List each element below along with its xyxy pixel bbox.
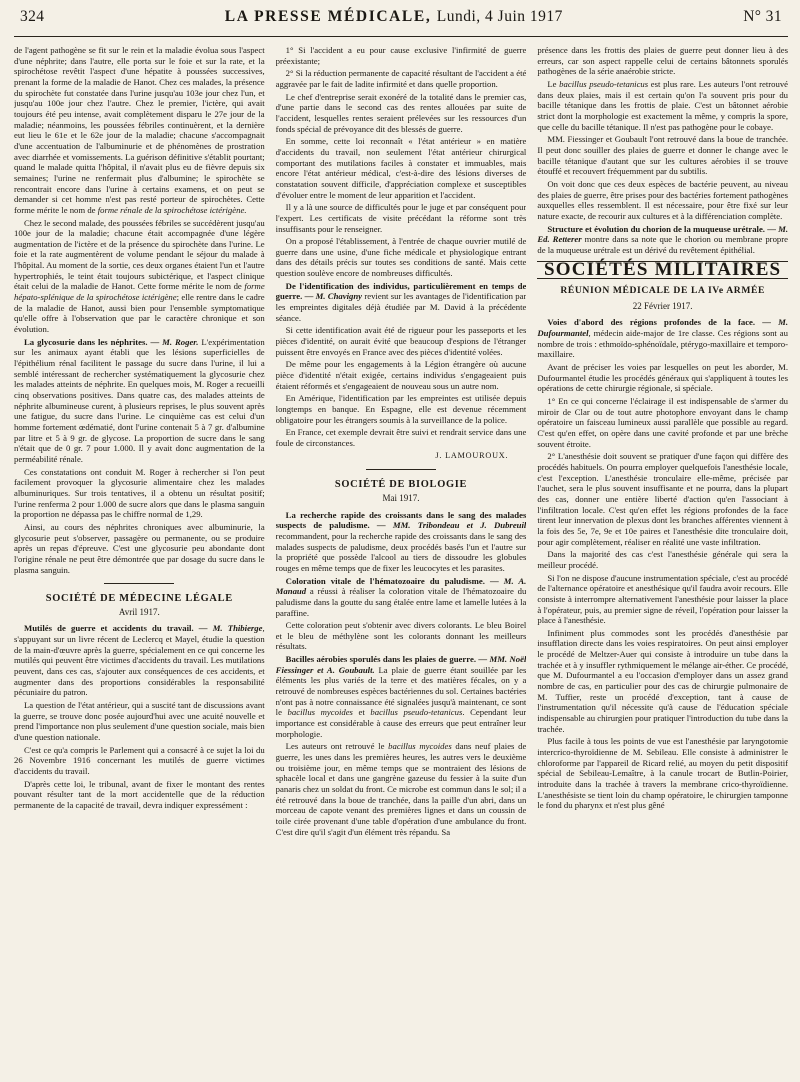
paragraph: Dans la majorité des cas c'est l'anesthésie générale qui sera la meilleur procédé.: [537, 549, 789, 570]
paragraph: Si cette identification avait été de rigueur pour les passeports et les pièces d'identité, on aurait évité que beaucoup d'espions de l'étranger puissent être envoyés en France avec des pièces d'identité volées.: [275, 325, 527, 357]
article-bacilles: Bacilles aérobies sporulés dans les plaies de guerre. — MM. Noël Fiessinger et A. Goubault. La plaie de guerre étant souillée par les éléments les plus variés de la terre et des matières fécales, on y a retrouvé de nombreuses espèces bactériennes du sol. Certaines bactéries n'ont pas à notre connaissance été signalées jusqu'à maintenant, ce sont le bacillus mycoides et bacillus pseudo-tetanicus. Cependant leur importance est considérable à cause des erreurs que peut entraîner leur morphologie.: [275, 654, 527, 739]
paragraph: On a proposé l'établissement, à l'entrée de chaque ouvrier mutilé de guerre dans une usine, d'une fiche médicale et physiologique entrant dans des détails précis sur toutes ses conditions de santé. Mais cette question soulève encore de nombreuses difficultés.: [275, 236, 527, 279]
section-date: Avril 1917.: [118, 606, 160, 617]
page-header: [14, 8, 788, 37]
paragraph: Plus facile à tous les points de vue est l'anesthésie par laryngotomie intercrico-thyroïdienne de M. Sebileau. Elle consiste à administrer le chloroforme par l'appareil de Ricard relié, au moyen du petit dispositif spécial de Sebileau-Lemaître, à la canule trocart de Butlin-Poirier, introduite dans la trachée à travers la membrane crico-thyroïdienne. L'anesthésiste se tient loin du champ opératoire, le chirurgien tamponne le fond du pharynx et n'est plus gêné: [537, 736, 789, 811]
paragraph: Ces constatations ont conduit M. Roger à rechercher si l'on peut facilement provoquer la glycosurie alimentaire chez les malades albuminuriques. Sur trois tentatives, il a obtenu un résultat positif; l'urine renferma 2 pour 1.000 de sucre alors que dans le plasma sanguin la proportion ne dépassa pas le chiffre normal de 1,29.: [14, 466, 265, 520]
article-croissants: La recherche rapide des croissants dans le sang des malades suspects de paludisme. — MM. Tribondeau et J. Dubreuil recommandent, pour la recherche rapide des croissants dans le sang des malades suspects de paludisme, deux procédés basés l'un et l'autre sur la propriété que possède l'alcool au tiers de dissoudre les globules rouges en même temps que de fixer les leucocytes et les parasites.: [275, 509, 527, 573]
issue-date: Lundi, 4 Juin 1917: [436, 8, 563, 25]
section-title-medecine-legale: SOCIÉTÉ DE MÉDECINE LÉGALE: [45, 593, 233, 605]
paragraph: Le bacillus pseudo-tetanicus est plus rare. Les auteurs l'ont retrouvé dans deux plaies, mais il est certain qu'on l'a souvent pris pour du bacille tétanique dans les frottis de plaie. C'est un bâtonnet aérobie strict dont la morphologie est exactement la même, y compris la spore, que celle du bacille tétanique. Il n'est pas pathogène pour le cobaye.: [537, 78, 789, 132]
paragraph: 1° Si l'accident a eu pour cause exclusive l'infirmité de guerre préexistante;: [275, 45, 527, 66]
column-2: [276, 45, 527, 1081]
paragraph: Les auteurs ont retrouvé le bacillus mycoides dans neuf plaies de guerre, les unes dans les premières heures, les autres vers le deuxième ou troisième jour, en même temps que se montraient des lésions de sphacèle local et dans une gangrène gazeuse du fessier à la suite d'un panaris chez un soldat du front. Ce microbe est commun dans le sol; il a été retrouvé dans la boue de tranchée, dans la paille d'un abri, dans un morceau de capote venant des premières lignes et dans un coussin de toile cirée provenant d'une table d'opération d'une ambulance du front. C'est dire qu'il s'agit d'un élément très répandu. Sa: [275, 741, 527, 837]
author-signature: J. LAMOUROUX.: [435, 450, 509, 460]
paragraph: Chez le second malade, des poussées fébriles se succédèrent jusqu'au 100e jour de la maladie; chacune était accompagnée d'une légère augmentation de l'ictère et de la présence du spirochète dans l'urine. Le foie et la rate augmentèrent de volume pendant le séjour du malade à l'hôpital. Au moment de la sortie, ces deux organes étaient l'un et l'autre hypertrophiés, le teint était toujours subictérique, et l'aspect clinique était celui de la maladie de Hanot. Cette forme mérite le nom de forme hépato-splénique de la spirochétose ictérigène; elle rentre dans le cadre de la maladie de Hanot, aussi bien pour l'ensemble symptomatique qu'elle offre à l'observation que par le caractère chronique et son évolution.: [14, 217, 265, 335]
column-1: [14, 45, 265, 1081]
paragraph: MM. Fiessinger et Goubault l'ont retrouvé dans la boue de tranchée. Il peut donc souiller des plaies de guerre et donner le change avec le bacille tétanique d'autant que sur les cultures aérobies il se trouve étouffé et recouvert fréquemment par du subtilis.: [537, 134, 789, 177]
paragraph: de l'agent pathogène se fit sur le rein et la maladie évolua sous l'aspect d'une néphrite; dans l'autre, elle porta sur le foie et sur la rate, et la spirochétose revêtit l'aspect d'une hépatite à poussées successives, prenant la forme de la maladie de Hanot. Chez ces malades, la présence du spirochète fut constatée dans l'urine jusqu'au 103e jour chez l'un, et jusqu'au 100e jour chez l'autre. Chez le premier, l'ictère, qui avait toujours été peu intense, avait complètement disparu le 27e jour de la maladie; néanmoins, les poussées fébriles continuèrent, et la dernière eut lieu le 61e et le 62e jour de la maladie; chacune s'accompagnait d'une accentuation de l'albuminurie et de phénomènes de prostration avec diarrhée et vomissements. La guérison définitive s'établit pourtant; quand le malade quitta l'hôpital, il n'avait plus eu de fièvre depuis six semaines; l'urine ne renfermait plus d'albumine; le spirochète se rencontrait encore dans l'urine à certains examens, et on peut se demander si cet homme n'est pas resté porteur de spirochètes. Cette forme mérite le nom de forme rénale de la spirochétose ictérigène.: [14, 45, 265, 215]
paragraph: Cette coloration peut s'obtenir avec divers colorants. Le bleu Boirel et le bleu de méthylène sont les colorants donnant les meilleurs résultats.: [275, 620, 527, 652]
article-mutiles: Mutilés de guerre et accidents du travail. — M. Thibierge, s'appuyant sur un livre récent de Leclercq et Mayel, étudie la question de la main-d'œuvre après la guerre, spécialement en ce qui concerne les mutilés qui peuvent être victimes d'accidents du travail. Les mutilations peuvent, dans ces cas, s'ajouter aux conséquences de ces accidents, et augmenter dans des proportions considérables la responsabilité pécuniaire du patron.: [14, 623, 265, 698]
paragraph: Infiniment plus commodes sont les procédés d'anesthésie par insufflation directe dans les voies respiratoires. On peut ainsi employer le procédé de Meltzer-Auer qui consiste à introduire un tube dans la trachée et à y insuffler rythmiquement le mélange air-éther. Ce procédé, que M. Dufourmantel a eu l'occasion d'employer dans un assez grand nombre de cas, en particulier pour des cas de chirurgie pulmonaire de M. Tuffier, reste un procédé d'exception, tant à cause de l'instrumentation qu'il nécessite qu'à cause de l'éducation spéciale indispensable au chirurgien pour pratiquer l'introduction du tube dans la trachée.: [537, 627, 789, 734]
divider: [104, 583, 174, 584]
section-date: Mai 1917.: [382, 492, 420, 503]
paragraph: On voit donc que ces deux espèces de bactérie peuvent, au niveau des plaies de guerre, être prises pour des bactéries fortement pathogènes auxquelles elles ressemblent. Il est nécessaire, pour être fixé sur leur nature exacte, de recourir aux cultures et à la différenciation complète.: [537, 178, 789, 221]
article-glycosurie: La glycosurie dans les néphrites. — M. Roger. L'expérimentation sur les animaux ayant établi que les lésions superficielles de l'épithélium rénal facilitent le passage du sucre dans l'urine, il lui a semblé intéressant de rechercher systématiquement la glycosurie chez les malades atteints de néphrite. En quelques mois, M. Roger a recueilli cinq observations positives. Dans quatre cas, des malades atteints de néphrite albumineuse curent, à plusieurs reprises, le plus souvent après une fatigue, du sucre dans l'urine. Le cinquième cas est celui d'un homme fortement œdématié, dont l'urine contenait 5 à 7 gr. d'albumine par litre et 5 à 9 gr. de glycose. La proportion de sucre dans le sang n'était que de 0 gr. 7 pour 1.000. Il y avait donc augmentation de la perméabilité rénale.: [14, 336, 265, 464]
journal-title: LA PRESSE MÉDICALE,: [224, 8, 432, 25]
section-date: 22 Février 1917.: [632, 300, 693, 311]
paragraph: 2° Si la réduction permanente de capacité résultant de l'accident a été aggravée par le fait de ladite infirmité et dans quelle proportion.: [275, 68, 527, 89]
paragraph: La question de l'état antérieur, qui a suscité tant de discussions avant la guerre, se trouve donc posée aujourd'hui avec une acuité nouvelle et prend l'importance non plus seulement d'une question sociale, mais bien d'une question nationale.: [14, 700, 265, 743]
paragraph: De même pour les engagements à la Légion étrangère où aucune pièce d'identité n'était exigée, certains individus s'engageaient puis étaient réformés et s'engageaient de nouveau sous un autre nom.: [275, 359, 527, 391]
page-number: 324: [20, 8, 45, 25]
paragraph: Il y a là une source de difficultés pour le juge et par conséquent pour l'expert. Les certificats de visite précédant la réforme sont très insuffisants pour le renseigner.: [275, 202, 527, 234]
article-coloration: Coloration vitale de l'hématozoaire du paludisme. — M. A. Manaud a réussi à réaliser la coloration vitale de l'hématozoaire du paludisme dans la goutte du sang étalée entre lame et lamelle lutées à la paraffine.: [275, 575, 527, 618]
paragraph: présence dans les frottis des plaies de guerre peut donner lieu à des erreurs, car son aspect rappelle celui de certains bâtonnets sporulés pathogènes de la série anaérobie stricte.: [537, 45, 789, 77]
paragraph: En Amérique, l'identification par les empreintes est utilisée depuis longtemps en banque. En Espagne, elle est devenue récemment obligatoire pour les étrangers soumis à la surveillance de la police.: [275, 393, 527, 425]
divider: [366, 469, 436, 470]
paragraph: En somme, cette loi reconnaît « l'état antérieur » en matière d'accidents du travail, non seulement l'état antérieur chirurgical comportant des mutilations faciles à constater et immuables, mais encore l'état antérieur médical, c'est-à-dire des lésions diverses de constatation souvent difficile, d'appréciation complexe et susceptibles d'évoluer entre le moment de leur apparition et l'accident.: [275, 136, 527, 200]
paragraph: En France, cet exemple devrait être suivi et rendrait service dans une foule de circonstances.: [275, 427, 527, 448]
section-title-societes-militaires: SOCIÉTÉS MILITAIRES: [537, 261, 788, 279]
columns: [14, 45, 788, 1081]
issue-number: N° 31: [743, 8, 782, 25]
paragraph: D'après cette loi, le tribunal, avant de fixer le montant des rentes pouvant résulter tant de la mort accidentelle que de la réduction permanente de la capacité de travail, devra indiquer expressément :: [14, 778, 265, 810]
article-identification: De l'identification des individus, particulièrement en temps de guerre. — M. Chavigny revient sur les avantages de l'identification par les empreintes digitales déjà étudiée par M. David à la précédente séance.: [275, 280, 527, 323]
paragraph: Ainsi, au cours des néphrites chroniques avec albuminurie, la glycosurie peut s'observer, passagère ou permanente, ou se produire après un repas d'épreuve. C'est une glycosurie peu abondante dont l'origine rénale ne peut être démontrée que par dosage du sucre dans le plasma sanguin.: [14, 521, 265, 575]
journal-title-line: [225, 8, 563, 26]
section-title-biologie: SOCIÉTÉ DE BIOLOGIE: [334, 479, 468, 491]
paragraph: C'est ce qu'a compris le Parlement qui a consacré à ce sujet la loi du 26 Novembre 1916 concernant les mutilés de guerre victimes d'accidents du travail.: [14, 744, 265, 776]
paragraph: Avant de préciser les voies par lesquelles on peut les aborder, M. Dufourmantel étudie les procédés généraux qui s'appliquent à toutes les opérations de cette chirurgie régionale, si spéciale.: [537, 362, 789, 394]
paragraph: Le chef d'entreprise serait exonéré de la totalité dans le premier cas, d'une partie dans le second cas des rentes allouées par suite de l'accident, lesquelles rentes seraient prélevées sur les ressources d'un fonds spécial de prévoyance dit des blessés de guerre.: [275, 91, 527, 134]
column-3: [537, 45, 788, 1081]
article-chorion: Structure et évolution du chorion de la muqueuse urétrale. — M. Ed. Retterer montre dans sa note que le chorion ou membrane propre de la muqueuse urétrale est un dérivé du revêtement épithélial.: [537, 223, 789, 255]
paragraph: 1° En ce qui concerne l'éclairage il est indispensable de s'armer du miroir de Clar ou de tout autre photophore envoyant dans le champ opératoire un faisceau lumineux aussi parallèle que possible au regard. C'est qu'en effet, on opère dans une cavité profonde et par une brèche souvent étroite.: [537, 396, 789, 449]
paragraph: Si l'on ne dispose d'aucune instrumentation spéciale, c'est au procédé de l'alternance opératoire et anesthésique qu'il faudra avoir recours. Elle consiste à interrompre alternativement l'anesthésie pour laisser la place à l'opérateur, puis, au premier signe de réveil, l'opération pour laisser la place à l'anesthésie.: [537, 572, 789, 626]
subsection-title: RÉUNION MÉDICALE DE LA IVe ARMÉE: [560, 285, 765, 297]
paragraph: 2° L'anesthésie doit souvent se pratiquer d'une façon qui diffère des procédés habituels. On pourra employer quelquefois l'anesthésie locale, c'est l'exception. L'anesthésie tronculaire elle-même, précisée par l'auchet, sera le plus souvent insuffisante et ne pourra, dans la plupart des cas, donner une entière liberté d'action qu'en l'associant à l'infiltration locale. C'est qu'en effet les régions profondes de la face tirent leur innervation de plexus dont les branches afférentes viennent à la fois des 5e, 7e, 9e et 10e paires et l'anesthésie dite tronculaire doit, pour agir complètement, réaliser en réalité une vaste infiltration.: [537, 451, 789, 547]
article-voies-abord: Voies d'abord des régions profondes de la face. — M. Dufourmantel, médecin aide-major de 1re classe. Ces régions sont au nombre de trois : ethmoïdo-sphénoïdale, ptérygo-maxillaire et temporo-maxillaire.: [537, 317, 789, 360]
